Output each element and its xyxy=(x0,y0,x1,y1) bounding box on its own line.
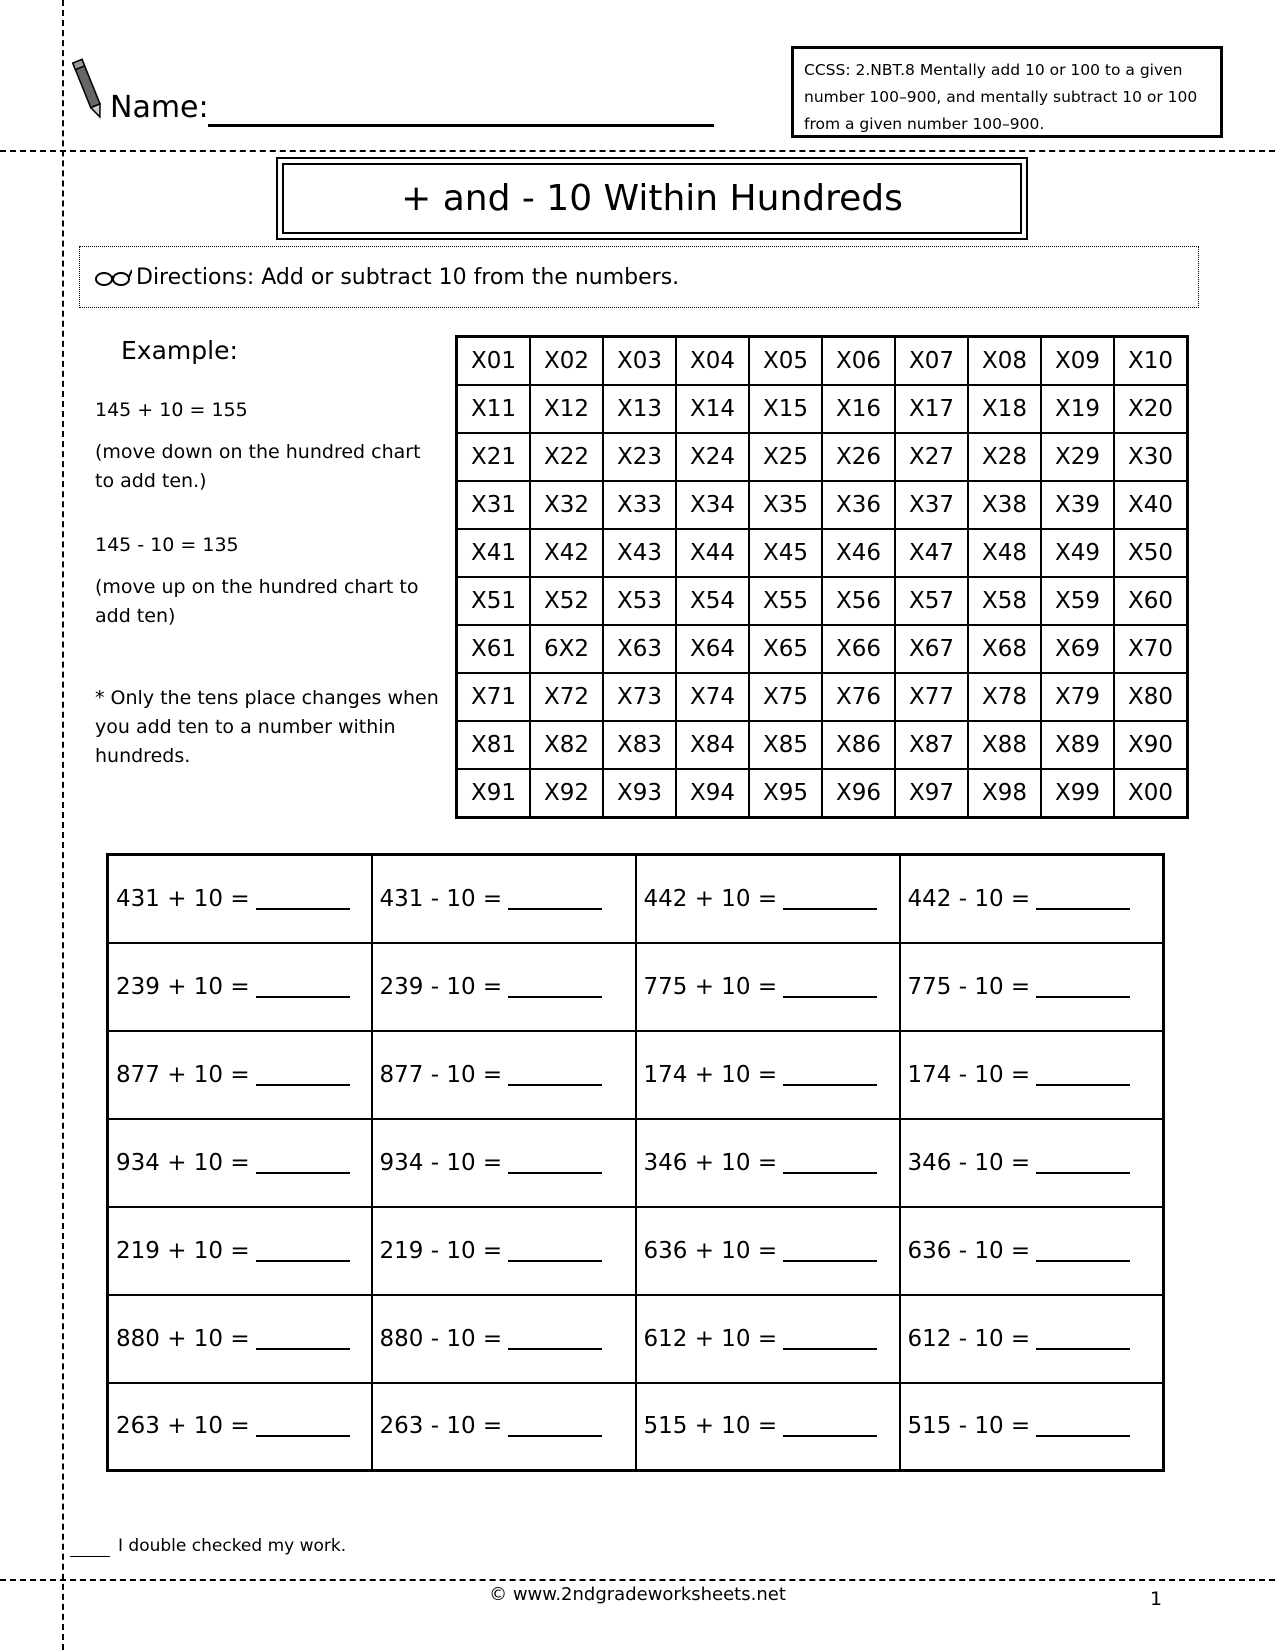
problem-row xyxy=(108,1031,1164,1119)
chart-cell: X50 xyxy=(1114,529,1188,577)
chart-cell: X26 xyxy=(822,433,895,481)
chart-cell: 6X2 xyxy=(530,625,603,673)
chart-row xyxy=(457,625,1188,673)
answer-blank[interactable] xyxy=(508,996,602,998)
copyright-footer: © www.2ndgradeworksheets.net xyxy=(489,1584,786,1605)
chart-cell: X05 xyxy=(749,337,822,386)
chart-cell: X15 xyxy=(749,385,822,433)
name-field-line[interactable] xyxy=(208,124,714,127)
problem-cell xyxy=(900,1295,1164,1383)
chart-cell: X23 xyxy=(603,433,676,481)
title-frame xyxy=(276,157,1028,240)
problem-cell xyxy=(900,1207,1164,1295)
chart-cell: X98 xyxy=(968,769,1041,818)
chart-cell: X73 xyxy=(603,673,676,721)
problem-equation: 880 - 10 = xyxy=(379,1325,503,1352)
chart-cell: X82 xyxy=(530,721,603,769)
chart-cell: X29 xyxy=(1041,433,1114,481)
chart-cell: X36 xyxy=(822,481,895,529)
chart-cell: X43 xyxy=(603,529,676,577)
example-subtraction: 145 - 10 = 135 xyxy=(95,534,239,556)
problem-equation: 431 - 10 = xyxy=(379,885,503,912)
standard-box xyxy=(791,46,1223,138)
chart-cell: X81 xyxy=(457,721,531,769)
chart-cell: X41 xyxy=(457,529,531,577)
chart-row xyxy=(457,337,1188,386)
problem-equation: 612 - 10 = xyxy=(907,1325,1031,1352)
problem-cell xyxy=(900,855,1164,943)
standard-line: from a given number 100–900. xyxy=(804,115,1045,133)
answer-blank[interactable] xyxy=(256,1084,350,1086)
answer-blank[interactable] xyxy=(508,1260,602,1262)
chart-row xyxy=(457,721,1188,769)
chart-cell: X12 xyxy=(530,385,603,433)
answer-blank[interactable] xyxy=(1036,908,1130,910)
chart-cell: X84 xyxy=(676,721,749,769)
chart-cell: X68 xyxy=(968,625,1041,673)
chart-cell: X56 xyxy=(822,577,895,625)
chart-cell: X51 xyxy=(457,577,531,625)
example-tip: * Only the tens place changes when you add ten to a number within hundreds. xyxy=(95,687,439,767)
answer-blank[interactable] xyxy=(1036,1348,1130,1350)
chart-cell: X03 xyxy=(603,337,676,386)
problem-cell xyxy=(372,1119,636,1207)
problem-cell xyxy=(372,1031,636,1119)
chart-cell: X77 xyxy=(895,673,968,721)
problem-cell xyxy=(900,1031,1164,1119)
glasses-icon xyxy=(94,267,132,287)
chart-cell: X90 xyxy=(1114,721,1188,769)
problem-cell xyxy=(900,1383,1164,1471)
answer-blank[interactable] xyxy=(783,996,877,998)
chart-cell: X40 xyxy=(1114,481,1188,529)
directions-text: Directions: Add or subtract 10 from the numbers. xyxy=(136,264,680,290)
worksheet-title: + and - 10 Within Hundreds xyxy=(282,163,1022,234)
answer-blank[interactable] xyxy=(508,1172,602,1174)
chart-cell: X52 xyxy=(530,577,603,625)
problem-equation: 636 - 10 = xyxy=(907,1237,1031,1264)
answer-blank[interactable] xyxy=(783,1172,877,1174)
chart-cell: X61 xyxy=(457,625,531,673)
chart-cell: X10 xyxy=(1114,337,1188,386)
problem-equation: 174 + 10 = xyxy=(643,1061,778,1088)
top-guide-line xyxy=(0,150,1275,152)
margin-guide-line xyxy=(62,0,64,1650)
answer-blank[interactable] xyxy=(256,996,350,998)
chart-cell: X48 xyxy=(968,529,1041,577)
problem-cell xyxy=(372,943,636,1031)
problem-cell xyxy=(108,855,372,943)
chart-cell: X31 xyxy=(457,481,531,529)
answer-blank[interactable] xyxy=(783,1260,877,1262)
answer-blank[interactable] xyxy=(783,1348,877,1350)
answer-blank[interactable] xyxy=(508,1435,602,1437)
problem-equation: 346 + 10 = xyxy=(643,1149,778,1176)
chart-cell: X79 xyxy=(1041,673,1114,721)
chart-cell: X07 xyxy=(895,337,968,386)
chart-cell: X86 xyxy=(822,721,895,769)
answer-blank[interactable] xyxy=(1036,1172,1130,1174)
chart-row xyxy=(457,577,1188,625)
chart-cell: X94 xyxy=(676,769,749,818)
chart-cell: X38 xyxy=(968,481,1041,529)
problem-row xyxy=(108,1119,1164,1207)
chart-cell: X93 xyxy=(603,769,676,818)
name-label: Name: xyxy=(110,90,209,125)
problem-cell xyxy=(900,943,1164,1031)
chart-cell: X06 xyxy=(822,337,895,386)
problem-cell xyxy=(108,1383,372,1471)
problem-equation: 431 + 10 = xyxy=(116,885,250,912)
answer-blank[interactable] xyxy=(508,908,602,910)
chart-cell: X37 xyxy=(895,481,968,529)
chart-cell: X74 xyxy=(676,673,749,721)
chart-cell: X00 xyxy=(1114,769,1188,818)
chart-cell: X13 xyxy=(603,385,676,433)
directions-box xyxy=(79,246,1199,308)
chart-cell: X30 xyxy=(1114,433,1188,481)
chart-row xyxy=(457,769,1188,818)
problems-grid xyxy=(106,853,1165,1472)
answer-blank[interactable] xyxy=(783,908,877,910)
chart-cell: X80 xyxy=(1114,673,1188,721)
chart-cell: X14 xyxy=(676,385,749,433)
answer-blank[interactable] xyxy=(256,908,350,910)
chart-cell: X22 xyxy=(530,433,603,481)
chart-cell: X42 xyxy=(530,529,603,577)
example-addition-note: (move down on the hundred chart to add ten.) xyxy=(95,441,421,492)
chart-cell: X20 xyxy=(1114,385,1188,433)
chart-cell: X39 xyxy=(1041,481,1114,529)
chart-cell: X25 xyxy=(749,433,822,481)
chart-row xyxy=(457,481,1188,529)
problem-equation: 877 + 10 = xyxy=(116,1061,250,1088)
problem-equation: 775 - 10 = xyxy=(907,973,1031,1000)
chart-cell: X66 xyxy=(822,625,895,673)
chart-cell: X87 xyxy=(895,721,968,769)
answer-blank[interactable] xyxy=(1036,1435,1130,1437)
chart-cell: X60 xyxy=(1114,577,1188,625)
problem-equation: 263 - 10 = xyxy=(379,1413,503,1440)
chart-cell: X91 xyxy=(457,769,531,818)
standard-line: number 100–900, and mentally subtract 10 or 100 xyxy=(804,88,1198,106)
chart-cell: X63 xyxy=(603,625,676,673)
problem-row xyxy=(108,1295,1164,1383)
problem-equation: 174 - 10 = xyxy=(907,1061,1031,1088)
problem-cell xyxy=(636,943,900,1031)
chart-cell: X96 xyxy=(822,769,895,818)
chart-cell: X17 xyxy=(895,385,968,433)
problem-cell xyxy=(636,1295,900,1383)
problem-row xyxy=(108,943,1164,1031)
answer-blank[interactable] xyxy=(256,1260,350,1262)
problem-cell xyxy=(372,855,636,943)
answer-blank[interactable] xyxy=(1036,996,1130,998)
chart-cell: X21 xyxy=(457,433,531,481)
problem-equation: 219 + 10 = xyxy=(116,1237,250,1264)
chart-cell: X70 xyxy=(1114,625,1188,673)
chart-cell: X92 xyxy=(530,769,603,818)
standard-line: CCSS: 2.NBT.8 Mentally add 10 or 100 to a given xyxy=(804,61,1183,79)
problem-cell xyxy=(372,1207,636,1295)
problem-cell xyxy=(108,1295,372,1383)
chart-cell: X53 xyxy=(603,577,676,625)
problem-equation: 263 + 10 = xyxy=(116,1413,250,1440)
answer-blank[interactable] xyxy=(1036,1260,1130,1262)
chart-cell: X18 xyxy=(968,385,1041,433)
chart-cell: X16 xyxy=(822,385,895,433)
check-blank-line[interactable] xyxy=(70,1556,110,1557)
chart-cell: X08 xyxy=(968,337,1041,386)
chart-cell: X24 xyxy=(676,433,749,481)
chart-cell: X71 xyxy=(457,673,531,721)
chart-cell: X59 xyxy=(1041,577,1114,625)
chart-cell: X76 xyxy=(822,673,895,721)
chart-cell: X72 xyxy=(530,673,603,721)
chart-row xyxy=(457,433,1188,481)
chart-cell: X33 xyxy=(603,481,676,529)
problem-cell xyxy=(108,1119,372,1207)
answer-blank[interactable] xyxy=(1036,1084,1130,1086)
chart-cell: X19 xyxy=(1041,385,1114,433)
chart-cell: X64 xyxy=(676,625,749,673)
example-subtraction-note: (move up on the hundred chart to add ten) xyxy=(95,576,419,627)
example-heading: Example: xyxy=(121,336,238,365)
chart-cell: X85 xyxy=(749,721,822,769)
chart-cell: X95 xyxy=(749,769,822,818)
problem-equation: 636 + 10 = xyxy=(643,1237,778,1264)
problem-cell xyxy=(900,1119,1164,1207)
answer-blank[interactable] xyxy=(783,1084,877,1086)
problem-row xyxy=(108,855,1164,943)
chart-cell: X88 xyxy=(968,721,1041,769)
chart-cell: X11 xyxy=(457,385,531,433)
chart-cell: X67 xyxy=(895,625,968,673)
chart-cell: X34 xyxy=(676,481,749,529)
problem-equation: 346 - 10 = xyxy=(907,1149,1031,1176)
chart-cell: X75 xyxy=(749,673,822,721)
answer-blank[interactable] xyxy=(783,1435,877,1437)
chart-cell: X99 xyxy=(1041,769,1114,818)
problem-equation: 515 - 10 = xyxy=(907,1413,1031,1440)
problem-cell xyxy=(636,1383,900,1471)
problem-equation: 934 - 10 = xyxy=(379,1149,503,1176)
problem-cell xyxy=(108,1207,372,1295)
chart-cell: X04 xyxy=(676,337,749,386)
problem-equation: 239 - 10 = xyxy=(379,973,503,1000)
answer-blank[interactable] xyxy=(256,1172,350,1174)
problem-equation: 775 + 10 = xyxy=(643,973,778,1000)
problem-cell xyxy=(108,1031,372,1119)
chart-cell: X28 xyxy=(968,433,1041,481)
problem-equation: 880 + 10 = xyxy=(116,1325,250,1352)
chart-cell: X83 xyxy=(603,721,676,769)
problem-equation: 515 + 10 = xyxy=(643,1413,778,1440)
problem-cell xyxy=(636,1207,900,1295)
chart-cell: X02 xyxy=(530,337,603,386)
problem-cell xyxy=(636,855,900,943)
chart-cell: X35 xyxy=(749,481,822,529)
check-text: I double checked my work. xyxy=(118,1536,347,1556)
problem-cell xyxy=(636,1119,900,1207)
problem-cell xyxy=(108,943,372,1031)
problem-cell xyxy=(372,1383,636,1471)
answer-blank[interactable] xyxy=(256,1348,350,1350)
chart-row xyxy=(457,673,1188,721)
chart-cell: X57 xyxy=(895,577,968,625)
answer-blank[interactable] xyxy=(508,1084,602,1086)
chart-row xyxy=(457,385,1188,433)
chart-cell: X47 xyxy=(895,529,968,577)
problem-equation: 442 - 10 = xyxy=(907,885,1031,912)
chart-cell: X32 xyxy=(530,481,603,529)
chart-cell: X58 xyxy=(968,577,1041,625)
chart-cell: X09 xyxy=(1041,337,1114,386)
problem-equation: 877 - 10 = xyxy=(379,1061,503,1088)
answer-blank[interactable] xyxy=(508,1348,602,1350)
chart-cell: X65 xyxy=(749,625,822,673)
chart-cell: X54 xyxy=(676,577,749,625)
problem-equation: 219 - 10 = xyxy=(379,1237,503,1264)
problem-row xyxy=(108,1207,1164,1295)
chart-cell: X69 xyxy=(1041,625,1114,673)
chart-cell: X27 xyxy=(895,433,968,481)
chart-cell: X78 xyxy=(968,673,1041,721)
problem-equation: 442 + 10 = xyxy=(643,885,778,912)
problem-equation: 612 + 10 = xyxy=(643,1325,778,1352)
hundred-chart xyxy=(455,335,1189,819)
pencil-icon xyxy=(72,55,106,125)
chart-row xyxy=(457,529,1188,577)
chart-cell: X89 xyxy=(1041,721,1114,769)
problem-cell xyxy=(372,1295,636,1383)
chart-cell: X97 xyxy=(895,769,968,818)
chart-cell: X55 xyxy=(749,577,822,625)
chart-cell: X49 xyxy=(1041,529,1114,577)
chart-cell: X46 xyxy=(822,529,895,577)
chart-cell: X44 xyxy=(676,529,749,577)
chart-cell: X45 xyxy=(749,529,822,577)
example-addition: 145 + 10 = 155 xyxy=(95,399,248,421)
problem-cell xyxy=(636,1031,900,1119)
answer-blank[interactable] xyxy=(256,1435,350,1437)
problem-equation: 239 + 10 = xyxy=(116,973,250,1000)
problem-row xyxy=(108,1383,1164,1471)
problem-equation: 934 + 10 = xyxy=(116,1149,250,1176)
chart-cell: X01 xyxy=(457,337,531,386)
page-number: 1 xyxy=(1150,1588,1163,1610)
bottom-guide-line xyxy=(0,1579,1275,1581)
